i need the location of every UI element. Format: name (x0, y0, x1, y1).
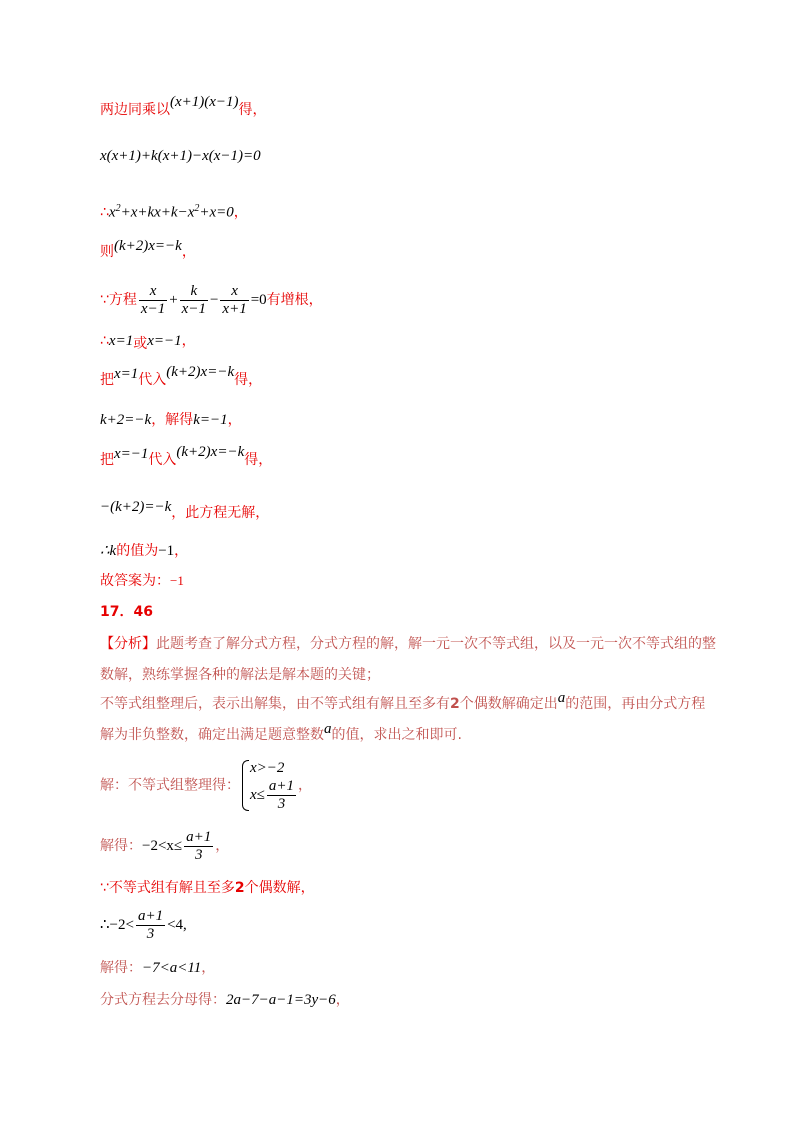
step-text: 个偶数解， (244, 880, 315, 896)
punctuation: ， (181, 244, 196, 260)
math-expression: x (108, 204, 116, 221)
math-expression: −7<a<11 (142, 960, 202, 976)
math-expression: x=1 (108, 333, 134, 349)
denominator: x−1 (140, 300, 166, 317)
fraction (136, 908, 165, 943)
step-text: 或 (133, 336, 148, 352)
math-expression: x(x+1)+k(x+1)−x(x−1)=0 (100, 148, 261, 164)
therefore-symbol: ∴ (100, 204, 109, 221)
punctuation: ， (174, 543, 189, 559)
math-expression: ∴k (100, 543, 117, 559)
step-text: ，解得 (151, 412, 194, 428)
step-text: 则 (100, 244, 114, 260)
math-expression: +x+kx+k−x (120, 204, 195, 221)
math-expression: ∴−2< (100, 917, 134, 933)
method-text: 的范围，再由分式方程 (565, 696, 706, 712)
math-expression: (k+2)x=−k (166, 364, 235, 380)
method-text: 的值，求出之和即可. (331, 727, 462, 743)
simplified-equation-line (100, 236, 196, 260)
inequality-system-line (100, 758, 312, 813)
inequality (250, 778, 298, 813)
question-number: 17．46 (100, 604, 153, 620)
numerator: x (139, 283, 167, 301)
method-paragraph (100, 689, 720, 751)
math-expression: x=−1 (114, 446, 149, 462)
step-text: 得， (244, 452, 273, 468)
expanded-equation-line (100, 199, 248, 223)
punctuation: ， (233, 204, 248, 221)
step-text: 的值为 (116, 543, 159, 559)
math-expression: <4, (167, 917, 187, 933)
numerator: k (180, 283, 208, 301)
exponent: 2 (115, 203, 121, 214)
step-text: 解得： (100, 960, 142, 976)
clear-denominator-line (100, 990, 350, 1010)
root-candidates-line (100, 331, 196, 351)
step-text: 有增根， (266, 292, 323, 308)
analysis-text: 数解，熟练掌握各种的解法是解本题的关键； (100, 667, 380, 683)
math-expression: (x+1)(x−1) (170, 94, 239, 110)
punctuation: ， (181, 333, 196, 349)
math-expression: k+2=−k (100, 412, 152, 428)
step-text: 两边同乘以 (100, 102, 170, 118)
punctuation: ， (227, 412, 242, 428)
numerator: a+1 (268, 778, 295, 794)
step-text: ，此方程无解， (171, 505, 270, 521)
solution-set-line (100, 826, 229, 866)
fraction (180, 283, 208, 318)
operator: + (169, 292, 178, 308)
math-expression: x≤ (250, 786, 265, 803)
math-expression: −1 (158, 543, 175, 559)
no-solution-line (100, 497, 270, 521)
inequality: x>−2 (250, 760, 285, 776)
math-expression: −(k+2)=−k (100, 499, 172, 515)
denominator: x−1 (181, 300, 206, 317)
analysis-paragraph (100, 629, 720, 691)
math-expression: 2a−7−a−1=3y−6 (226, 992, 336, 1008)
therefore-symbol: ∴ (100, 333, 109, 349)
denominator: 3 (277, 796, 286, 812)
bold-number: 2 (450, 696, 460, 712)
variable: a (324, 721, 332, 737)
step-text: 得， (234, 372, 263, 388)
method-text: 不等式组整理后，表示出解集，由不等式组有解且至多有 (100, 696, 450, 712)
solve-k-line (100, 410, 242, 430)
denominator: 3 (194, 846, 203, 863)
step-text: 分式方程去分母得： (100, 992, 226, 1008)
equation-line (100, 146, 261, 166)
punctuation: ， (201, 960, 216, 976)
substitute-line (100, 444, 273, 468)
step-text: 解：不等式组整理得： (100, 777, 240, 794)
fraction (220, 283, 248, 318)
denominator: x+1 (222, 300, 247, 317)
operator: − (209, 292, 219, 308)
conclusion-line (100, 541, 188, 561)
substitute-line (100, 364, 263, 388)
fraction (267, 778, 296, 813)
math-expression: x=−1 (147, 333, 182, 349)
step-multiply-line (100, 94, 267, 120)
range-inequality-line (100, 905, 187, 945)
numerator: a+1 (137, 907, 164, 924)
analysis-tag: 【分析】 (100, 636, 156, 652)
fraction (184, 829, 213, 864)
fraction-equation-line (100, 280, 323, 320)
punctuation: ， (215, 838, 230, 854)
step-text: 解得： (100, 838, 142, 854)
analysis-text: 此题考查了解分式方程，分式方程的解，解一元一次不等式组，以及一元一次不等式组的整 (156, 636, 716, 652)
math-expression: x=1 (114, 366, 139, 382)
range-result-line (100, 958, 215, 978)
step-text: 代入 (138, 372, 167, 388)
step-text: 把 (100, 372, 114, 388)
method-text: 个偶数解确定出 (459, 696, 558, 712)
step-text: 代入 (148, 452, 177, 468)
condition-line (100, 878, 315, 898)
math-expression: +x=0 (199, 204, 234, 221)
step-text: 得， (238, 102, 267, 118)
numerator: x (220, 283, 248, 301)
exponent: 2 (194, 203, 200, 214)
fraction (139, 283, 167, 318)
bold-number: 2 (234, 880, 245, 896)
answer-value: −1 (170, 573, 184, 588)
math-expression: −2<x≤ (142, 838, 183, 854)
punctuation: ， (335, 992, 350, 1008)
math-expression: k=−1 (193, 412, 228, 428)
answer-label: 故答案为： (100, 573, 170, 589)
math-expression: (k+2)x=−k (176, 444, 245, 460)
math-expression: =0 (250, 292, 267, 308)
answer-line (100, 571, 184, 591)
math-expression: (k+2)x=−k (114, 238, 182, 254)
because-text: ∵方程 (100, 292, 137, 308)
step-text: ∵不等式组有解且至多 (100, 880, 235, 896)
step-text: 把 (100, 452, 114, 468)
inequality-system (240, 758, 298, 813)
punctuation: ， (298, 777, 313, 794)
denominator: 3 (146, 925, 155, 942)
numerator: a+1 (186, 828, 212, 845)
method-text: 解为非负整数，确定出满足题意整数 (100, 727, 324, 743)
variable: a (557, 690, 566, 706)
